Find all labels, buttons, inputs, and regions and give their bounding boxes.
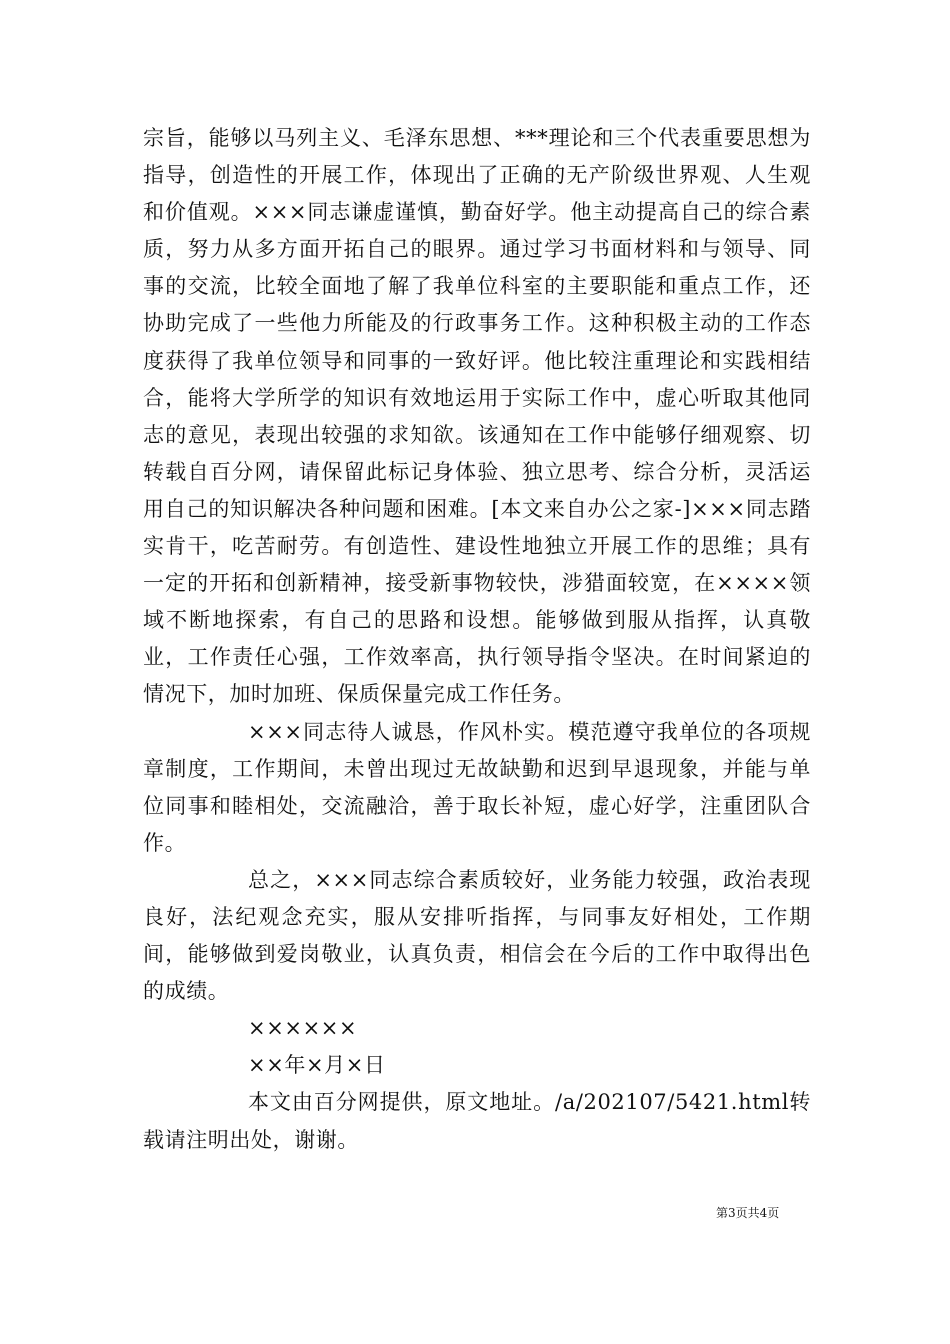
paragraph-2: ×××同志待人诚恳，作风朴实。模范遵守我单位的各项规章制度，工作期间，未曾出现过无故缺勤和迟到早退现象，并能与单位同事和睦相处，交流融洽，善于取长补短，虚心好学，注重团队合作。 [143, 719, 811, 855]
paragraph-1: 宗旨，能够以马列主义、毛泽东思想、***理论和三个代表重要思想为指导，创造性的开展工作，体现出了正确的无产阶级世界观、人生观和价值观。×××同志谦虚谨慎，勤奋好学。他主动提高自己的综合素质，努力从多方面开拓自己的眼界。通过学习书面材料和与领导、同事的交流，比较全面地了解了我单位科室的主要职能和重点工作，还协助完成了一些他力所能及的行政事务工作。这种积极主动的工作态度获得了我单位领导和同事的一致好评。他比较注重理论和实践相结合，能将大学所学的知识有效地运用于实际工作中，虚心听取其他同志的意见，表现出较强的求知欲。该通知在工作中能够仔细观察、切转载自百分网，请保留此标记身体验、独立思考、综合分析，灵活运用自己的知识解决各种问题和困难。[本文来自办公之家-]×××同志踏实肯干，吃苦耐劳。有创造性、建设性地独立开展工作的思维；具有一定的开拓和创新精神，接受新事物较快，涉猎面较宽，在××××领域不断地探索，有自己的思路和设想。能够做到服从指挥，认真敬业，工作责任心强，工作效率高，执行领导指令坚决。在时间紧迫的情况下，加时加班、保质保量完成工作任务。 [143, 126, 811, 707]
document-body [143, 120, 811, 1159]
signature-line: ×××××× [248, 1016, 358, 1041]
source-note: 本文由百分网提供，原文地址。/a/202107/5421.html转载请注明出处，谢谢。 [143, 1090, 811, 1152]
page-number: 第3页共4页 [716, 1206, 780, 1220]
paragraph-3: 总之，×××同志综合素质较好，业务能力较强，政治表现良好，法纪观念充实，服从安排听指挥，与同事友好相处，工作期间，能够做到爱岗敬业，认真负责，相信会在今后的工作中取得出色的成绩。 [143, 867, 811, 1004]
date-line: ××年×月×日 [248, 1053, 386, 1078]
